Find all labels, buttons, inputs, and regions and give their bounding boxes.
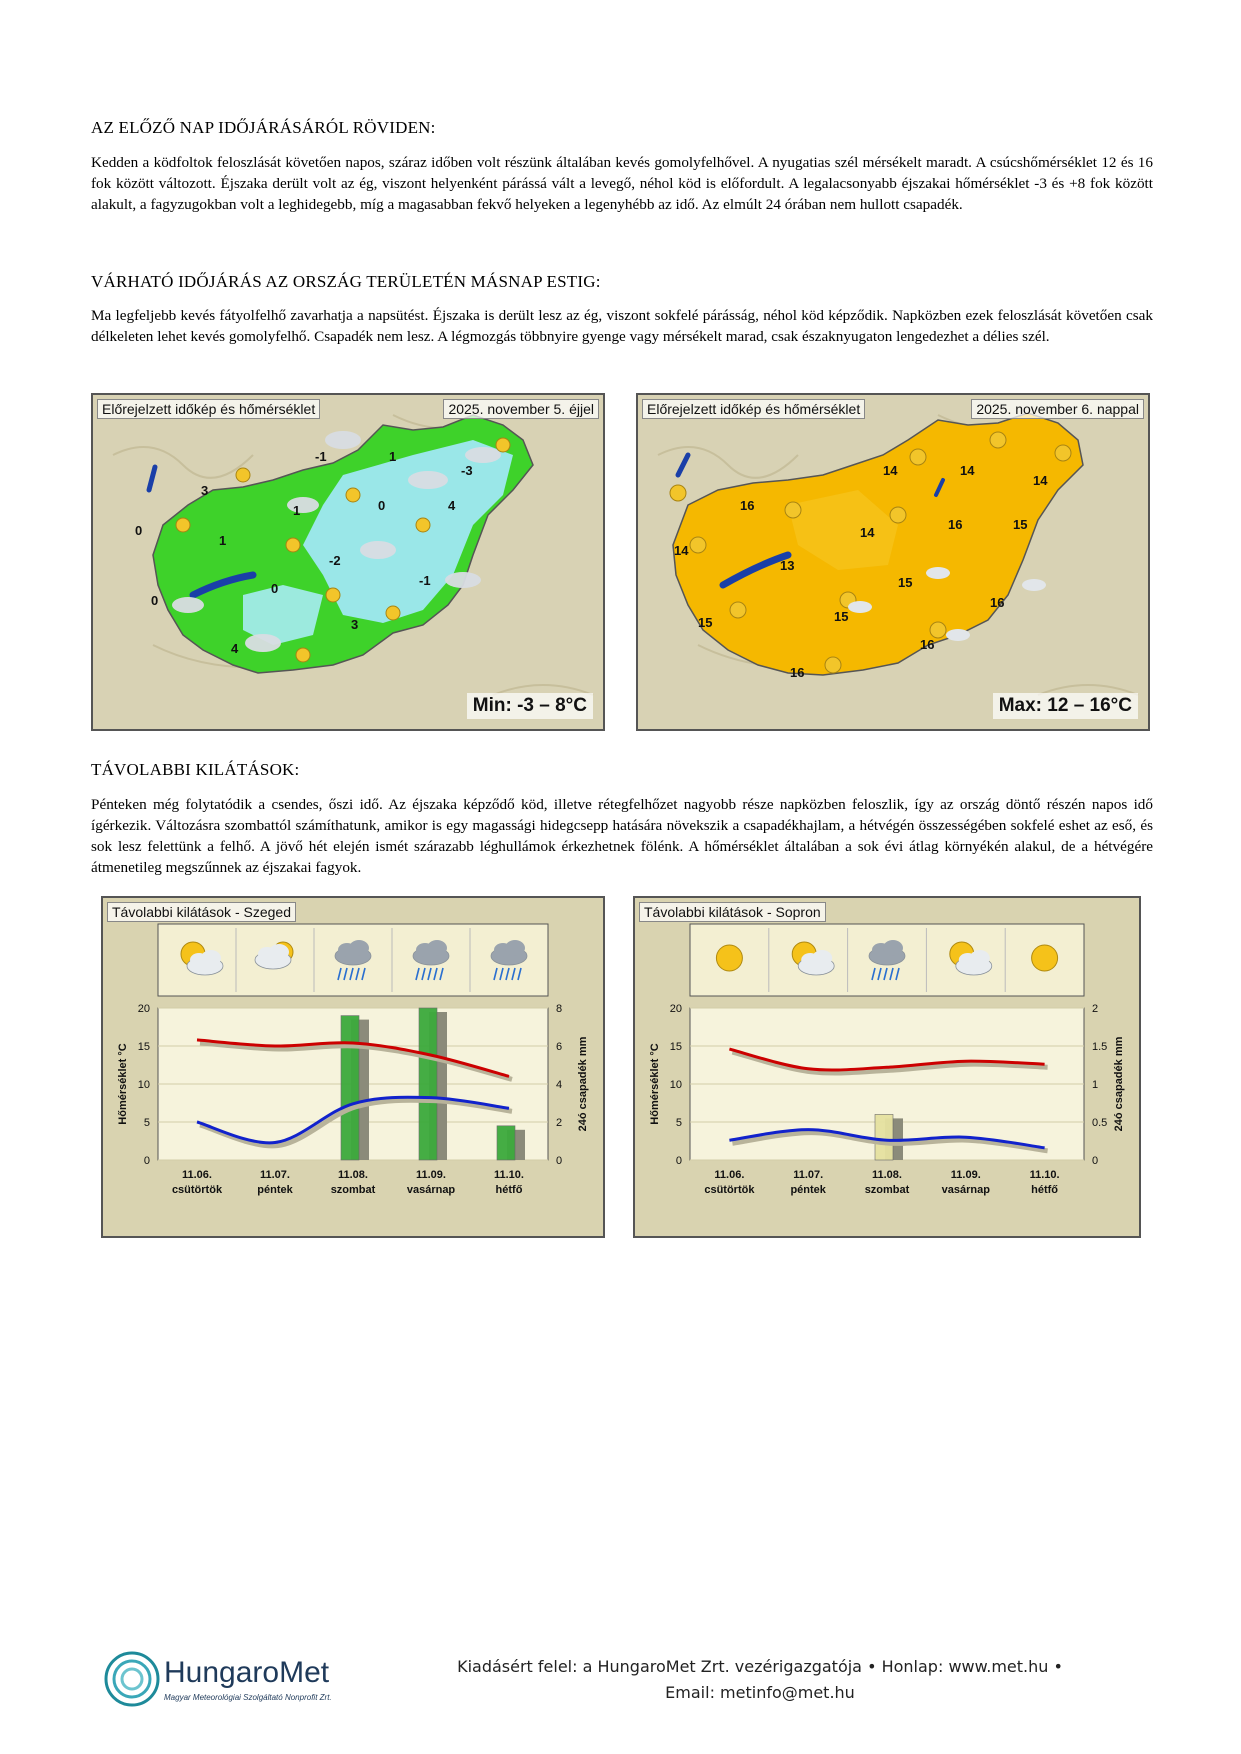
x-day-label: vasárnap bbox=[941, 1184, 990, 1196]
temp-label: 15 bbox=[1013, 517, 1028, 532]
footer-line-1: Kiadásért felel: a HungaroMet Zrt. vezérigazgatója • Honlap: www.met.hu • bbox=[457, 1657, 1063, 1676]
section-text-forecast: Ma legfeljebb kevés fátyolfelhő zavarhatja a napsütést. Éjszaka is derült lesz az ég, viszont sokfelé párásság, néhol köd képződik. Napközben ezek feloszlását követően csak délkeleten lehet kevés gomolyfelhő. Csapadék nem lesz. A légmozgás többnyire gyenge vagy mérsékelt marad, csak északnyugaton lengedezhet a délies szél. bbox=[91, 307, 1153, 345]
map-night-title: Előrejelzett időkép és hőmérséklet bbox=[97, 399, 320, 419]
y-tick-label: 0 bbox=[675, 1155, 682, 1167]
temp-label: 1 bbox=[389, 449, 397, 464]
y-tick-label: 5 bbox=[143, 1117, 150, 1129]
x-day-label: csütörtök bbox=[704, 1184, 755, 1196]
precip-bar bbox=[497, 1126, 515, 1160]
logo-text: HungaroMet bbox=[164, 1656, 330, 1689]
x-tick-label: 11.10. bbox=[494, 1169, 524, 1181]
x-tick-label: 11.09. bbox=[416, 1169, 446, 1181]
x-day-label: péntek bbox=[257, 1184, 293, 1196]
y2-tick-label: 6 bbox=[556, 1041, 563, 1053]
y-tick-label: 20 bbox=[669, 1003, 682, 1015]
y2-axis-label: 24ó csapadék mm bbox=[1113, 1036, 1125, 1132]
y-tick-label: 5 bbox=[675, 1117, 682, 1129]
y2-tick-label: 1 bbox=[1092, 1079, 1099, 1091]
cloud-icon bbox=[427, 940, 447, 956]
map-day-title: Előrejelzett időkép és hőmérséklet bbox=[642, 399, 865, 419]
chart-szeged-title: Távolabbi kilátások - Szeged bbox=[107, 902, 296, 922]
cloud-icon bbox=[269, 944, 289, 960]
y-tick-label: 15 bbox=[669, 1041, 682, 1053]
temp-label: 15 bbox=[898, 575, 913, 590]
logo-graphic bbox=[100, 1644, 360, 1714]
x-day-label: hétfő bbox=[1031, 1184, 1059, 1196]
x-tick-label: 11.09. bbox=[950, 1169, 981, 1181]
map-night-date: 2025. november 5. éjjel bbox=[443, 399, 599, 419]
hungaromet-logo bbox=[100, 1644, 360, 1714]
x-tick-label: 11.06. bbox=[182, 1169, 212, 1181]
temp-label: 14 bbox=[883, 463, 898, 478]
temp-label: 14 bbox=[1033, 473, 1048, 488]
y2-tick-label: 2 bbox=[556, 1117, 563, 1129]
y2-tick-label: 1.5 bbox=[1092, 1041, 1108, 1053]
x-tick-label: 11.08. bbox=[338, 1169, 368, 1181]
x-day-label: vasárnap bbox=[406, 1184, 456, 1196]
map-night-graphic bbox=[93, 395, 603, 729]
chart-szeged-svg bbox=[103, 898, 603, 1236]
section-heading-outlook: TÁVOLABBI KILÁTÁSOK: bbox=[91, 760, 300, 779]
x-tick-label: 11.10. bbox=[1029, 1169, 1060, 1181]
temp-label: 1 bbox=[219, 533, 227, 548]
y-tick-label: 15 bbox=[137, 1041, 150, 1053]
temp-label: 0 bbox=[135, 523, 143, 538]
temp-label: 15 bbox=[834, 609, 849, 624]
y2-tick-label: 8 bbox=[556, 1003, 563, 1015]
outlook-chart-sopron bbox=[633, 896, 1141, 1238]
y2-tick-label: 0.5 bbox=[1092, 1117, 1108, 1129]
section-heading-previous-day: AZ ELŐZŐ NAP IDŐJÁRÁSÁRÓL RÖVIDEN: bbox=[91, 118, 436, 137]
y-tick-label: 20 bbox=[137, 1003, 150, 1015]
map-night-range: Min: -3 – 8°C bbox=[467, 693, 593, 719]
x-day-label: szombat bbox=[864, 1184, 910, 1196]
x-day-label: csütörtök bbox=[171, 1184, 223, 1196]
cloud-icon bbox=[812, 950, 832, 966]
temp-label: 13 bbox=[780, 558, 795, 573]
temp-label: 14 bbox=[960, 463, 975, 478]
section-text-outlook: Pénteken még folytatódik a csendes, őszi idő. Az éjszaka képződő köd, illetve rétegfelhőzet nagyobb része napközben feloszlik, így az ország döntő részén napos idő ígérkezik. Változásra szombattól számíthatunk, amikor is egy magassági hidegcsepp hatására növekszik a csapadékhajlam, a hétvégén összességében sokfelé eshet az eső, és sok lesz felettünk a felhő. A jövő hét elején ismét szárazabb léghullámok érkezhetnek fölénk. A hőmérséklet általában a sok évi átlag környékén alakul, de a hétvégére átmenetileg megszűnnek az éjszakai fagyok. bbox=[91, 796, 1153, 876]
temp-label: 0 bbox=[151, 593, 159, 608]
y2-tick-label: 2 bbox=[1092, 1003, 1099, 1015]
temp-label: 3 bbox=[351, 617, 359, 632]
y-tick-label: 10 bbox=[669, 1079, 682, 1091]
x-tick-label: 11.08. bbox=[872, 1169, 902, 1181]
map-day-range: Max: 12 – 16°C bbox=[993, 693, 1138, 719]
temp-label: 4 bbox=[231, 641, 239, 656]
precip-bar bbox=[419, 1008, 437, 1160]
temp-label: 3 bbox=[201, 483, 209, 498]
temp-label: 15 bbox=[698, 615, 713, 630]
footer-info bbox=[420, 1654, 1100, 1706]
temp-label: -3 bbox=[461, 463, 473, 478]
temp-label: 1 bbox=[293, 503, 301, 518]
y2-tick-label: 4 bbox=[556, 1079, 563, 1091]
forecast-map-day bbox=[636, 393, 1150, 731]
cloud-icon bbox=[970, 950, 990, 966]
temp-label: 4 bbox=[448, 498, 456, 513]
temp-label: -1 bbox=[419, 573, 431, 588]
y2-tick-label: 0 bbox=[556, 1155, 563, 1167]
footer-line-2: Email: metinfo@met.hu bbox=[665, 1683, 855, 1702]
outlook-chart-szeged bbox=[101, 896, 605, 1238]
temp-label: -2 bbox=[329, 553, 341, 568]
y-tick-label: 10 bbox=[137, 1079, 150, 1091]
temp-label: 14 bbox=[674, 543, 689, 558]
forecast-map-night bbox=[91, 393, 605, 731]
temp-label: 16 bbox=[790, 665, 805, 680]
precip-bar bbox=[875, 1114, 893, 1160]
temp-label: 16 bbox=[740, 498, 755, 513]
logo-subtext: Magyar Meteorológiai Szolgáltató Nonprofit Zrt. bbox=[164, 1693, 332, 1702]
x-day-label: szombat bbox=[330, 1184, 376, 1196]
x-day-label: hétfő bbox=[495, 1184, 523, 1196]
x-tick-label: 11.07. bbox=[793, 1169, 824, 1181]
temp-label: 16 bbox=[920, 637, 935, 652]
map-day-date: 2025. november 6. nappal bbox=[971, 399, 1144, 419]
chart-sopron-svg bbox=[635, 898, 1139, 1236]
temp-label: 0 bbox=[271, 581, 279, 596]
cloud-icon bbox=[505, 940, 525, 956]
y2-axis-label: 24ó csapadék mm bbox=[577, 1036, 589, 1132]
cloud-icon bbox=[201, 950, 221, 966]
x-tick-label: 11.07. bbox=[260, 1169, 290, 1181]
cloud-icon bbox=[883, 940, 903, 956]
section-text-previous-day: Kedden a ködfoltok feloszlását követően napos, száraz időben volt részünk általában kevés gomolyfelhővel. A nyugatias szél mérsékelt maradt. A csúcshőmérséklet 12 és 16 fok között változott. Éjszaka derült volt az ég, viszont helyenként párássá vált a levegő, néhol köd is előfordult. A legalacsonyabb éjszakai hőmérséklet -3 és +8 fok között alakult, a fagyzugokban volt a leghidegebb, míg a magasabban fekvő helyeken a legenyhébb az idő. Az elmúlt 24 órában nem hullott csapadék. bbox=[91, 154, 1153, 213]
y-axis-label: Hőmérséklet °C bbox=[117, 1043, 129, 1125]
x-day-label: péntek bbox=[790, 1184, 826, 1196]
section-heading-forecast: VÁRHATÓ IDŐJÁRÁS AZ ORSZÁG TERÜLETÉN MÁSNAP ESTIG: bbox=[91, 272, 601, 291]
y2-tick-label: 0 bbox=[1092, 1155, 1099, 1167]
temp-label: 14 bbox=[860, 525, 875, 540]
x-tick-label: 11.06. bbox=[714, 1169, 745, 1181]
sun-icon bbox=[716, 945, 742, 971]
precip-bar bbox=[341, 1016, 359, 1160]
temp-label: -1 bbox=[315, 449, 327, 464]
y-tick-label: 0 bbox=[143, 1155, 150, 1167]
map-day-graphic bbox=[638, 395, 1148, 729]
chart-sopron-title: Távolabbi kilátások - Sopron bbox=[639, 902, 826, 922]
y-axis-label: Hőmérséklet °C bbox=[649, 1043, 661, 1125]
temp-label: 16 bbox=[948, 517, 963, 532]
cloud-icon bbox=[349, 940, 369, 956]
temp-label: 0 bbox=[378, 498, 386, 513]
sun-icon bbox=[1032, 945, 1058, 971]
temp-label: 16 bbox=[990, 595, 1005, 610]
